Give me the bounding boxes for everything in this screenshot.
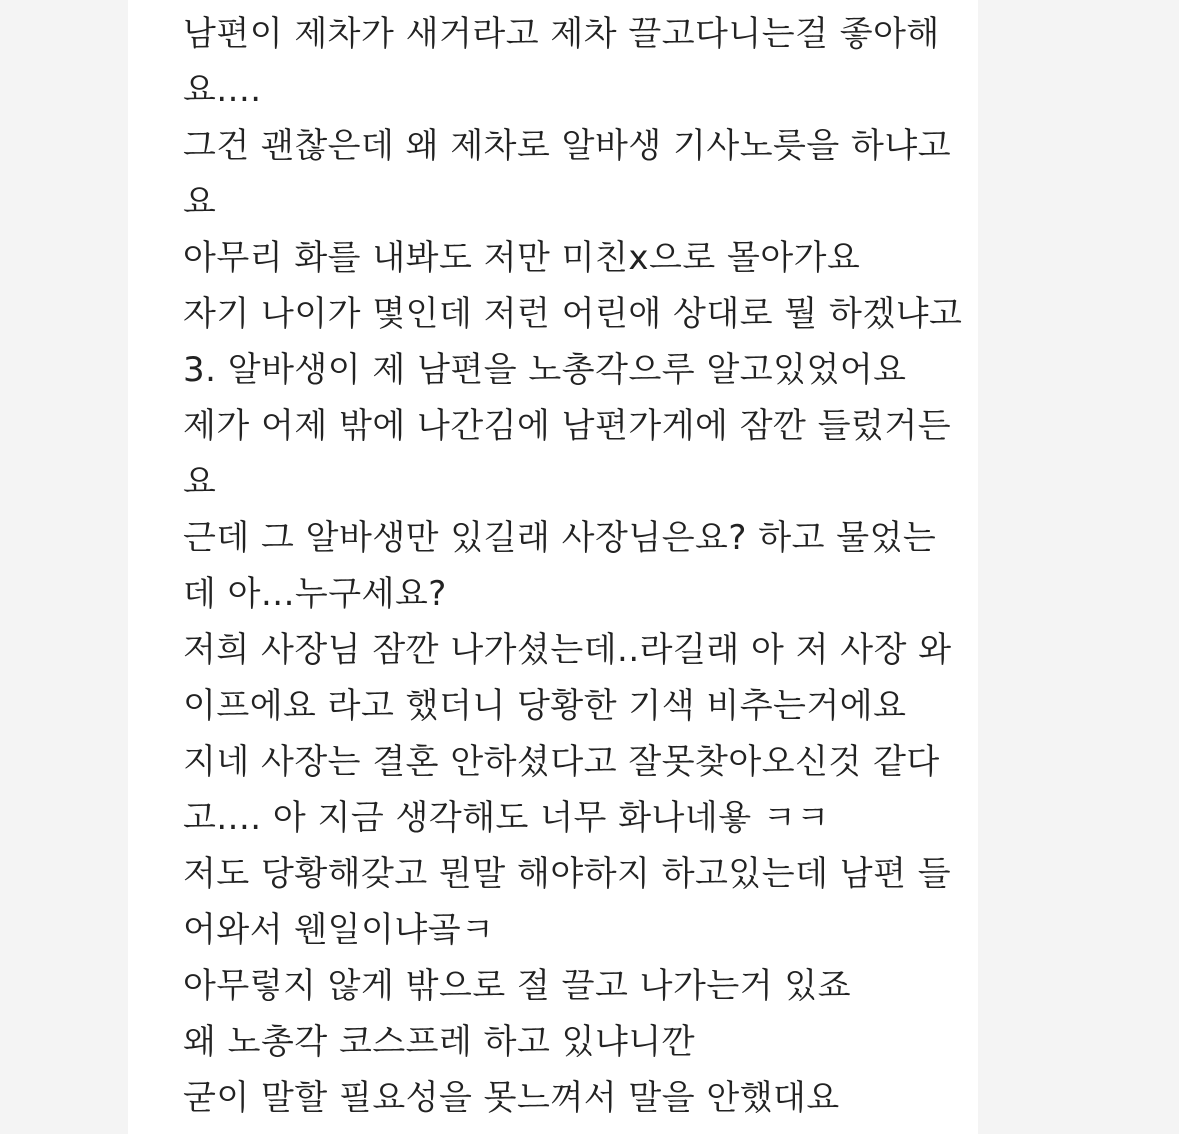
post-line: 요....: [183, 70, 262, 110]
post-line: 요: [183, 182, 217, 222]
post-line: 데 아...누구세요?: [183, 574, 447, 614]
post-line: 남편이 제차가 새거라고 제차 끌고다니는걸 좋아해: [183, 14, 940, 54]
post-body: [183, 6, 963, 1126]
post-line: 아무리 화를 내봐도 저만 미친x으로 몰아가요: [183, 238, 861, 278]
post-line: 아무렇지 않게 밖으로 절 끌고 나가는거 있죠: [183, 966, 852, 1006]
post-line: 굳이 말할 필요성을 못느껴서 말을 안했대요: [183, 1078, 840, 1118]
post-line: 고.... 아 지금 생각해도 너무 화나네욯 ㅋㅋ: [183, 798, 830, 838]
post-line: 지네 사장는 결혼 안하셨다고 잘못찾아오신것 같다: [183, 742, 940, 782]
post-line: 이프에요 라고 했더니 당황한 기색 비추는거에요: [183, 686, 907, 726]
post-line: 요: [183, 462, 217, 502]
post-line: 자기 나이가 몇인데 저런 어린애 상대로 뭘 하겠냐고: [183, 294, 963, 334]
post-line: 저희 사장님 잠깐 나가셨는데..라길래 아 저 사장 와: [183, 630, 952, 670]
post-line: 근데 그 알바생만 있길래 사장님은요? 하고 물었는: [183, 518, 937, 558]
post-line: 3. 알바생이 제 남편을 노총각으루 알고있었어요: [183, 350, 907, 390]
post-line: 저도 당황해갖고 뭔말 해야하지 하고있는데 남편 들: [183, 854, 952, 894]
post-line: 왜 노총각 코스프레 하고 있냐니깐: [183, 1022, 696, 1062]
post-line: 어와서 웬일이냐곸ㅋ: [183, 910, 495, 950]
post-line: 제가 어제 밖에 나간김에 남편가게에 잠깐 들렀거든: [183, 406, 952, 446]
post-line: 그건 괜찮은데 왜 제차로 알바생 기사노릇을 하냐고: [183, 126, 952, 166]
